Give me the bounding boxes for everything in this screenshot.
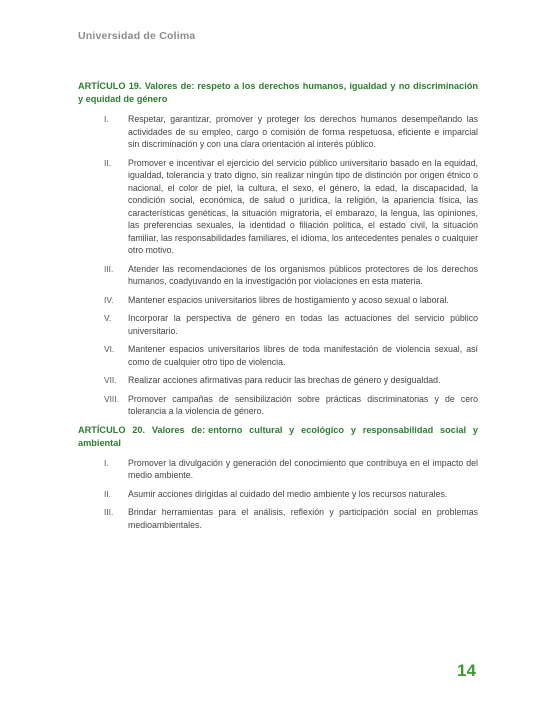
item-text: Promover campañas de sensibilización sobre prácticas discriminatorias y de cero tolerancia a la violencia de género. [128, 393, 478, 416]
item-number: III. [104, 507, 114, 517]
item-text: Atender las recomendaciones de los organismos públicos protectores de los derechos humanos, coadyuvando en la investigación por violaciones en esta materia. [128, 263, 478, 286]
list-item [78, 343, 478, 368]
item-text: Brindar herramientas para el análisis, reflexión y participación social en problemas medioambientales. [128, 507, 478, 530]
item-number: VII. [104, 375, 117, 385]
document-body [78, 80, 478, 537]
item-number: VI. [104, 344, 115, 354]
item-number: V. [104, 313, 112, 323]
item-text: Mantener espacios universitarios libres de hostigamiento y acoso sexual o laboral. [128, 294, 449, 305]
item-number: IV. [104, 294, 114, 305]
item-text: Mantener espacios universitarios libres de toda manifestación de violencia sexual, así como de cualquier otro tipo de violencia. [128, 344, 478, 367]
item-text: Promover e incentivar el ejercicio del servicio público universitario basado en la equidad, igualdad, tolerancia y trato digno, sin realizar ningún tipo de distinción por origen étnico o nacional, el color de piel, la cultura, el sexo, el género, la edad, la discapacidad, la condición social, económica, de salud o jurídica, la religión, la apariencia física, las características genéticas, la situación migratoria, el embarazo, la lengua, las opiniones, las preferencias sexuales, la identidad o filiación política, el estado civil, la situación familiar, las responsabilidades familiares, el idioma, los antecedentes penales o cualquier otro motivo. [128, 157, 478, 255]
list-item [78, 374, 478, 387]
item-text: Promover la divulgación y generación del conocimiento que contribuya en el impacto del medio ambiente. [128, 457, 478, 480]
list-item [78, 312, 478, 337]
list-item [78, 488, 478, 501]
item-text: Asumir acciones dirigidas al cuidado del medio ambiente y los recursos naturales. [128, 488, 448, 499]
item-text: Incorporar la perspectiva de género en todas las actuaciones del servicio público universitario. [128, 313, 478, 336]
item-number: III. [104, 263, 114, 274]
item-number: I. [104, 114, 109, 124]
article-19-label: ARTÍCULO 19. Valores de: [78, 81, 195, 91]
item-text: Realizar acciones afirmativas para reducir las brechas de género y desigualdad. [128, 375, 441, 385]
article-20-heading [78, 424, 478, 450]
list-item [78, 113, 478, 151]
article-20-list [78, 457, 478, 532]
document-header: Universidad de Colima [78, 30, 196, 42]
list-item [78, 263, 478, 288]
item-number: II. [104, 157, 111, 168]
article-20-title: entorno cultural y ecológico y responsabilidad social y ambiental [78, 424, 478, 448]
list-item [78, 457, 478, 482]
item-number: I. [104, 457, 109, 468]
item-text: Respetar, garantizar, promover y proteger los derechos humanos desempeñando las actividades de su empleo, cargo o comisión de forma respetuosa, eficiente e imparcial sin discriminación y con una clara orientación al interés público. [128, 114, 478, 149]
list-item [78, 294, 478, 307]
article-19-heading [78, 80, 478, 106]
page-number: 14 [457, 661, 476, 680]
list-item [78, 506, 478, 531]
item-number: II. [104, 488, 111, 499]
item-number: VIII. [104, 393, 119, 404]
list-item [78, 393, 478, 418]
article-20-label: ARTÍCULO 20. Valores de: [78, 424, 206, 435]
article-19-list [78, 113, 478, 418]
article-19-title: respeto a los derechos humanos, igualdad y no discriminación y equidad de género [78, 81, 478, 104]
list-item [78, 157, 478, 257]
